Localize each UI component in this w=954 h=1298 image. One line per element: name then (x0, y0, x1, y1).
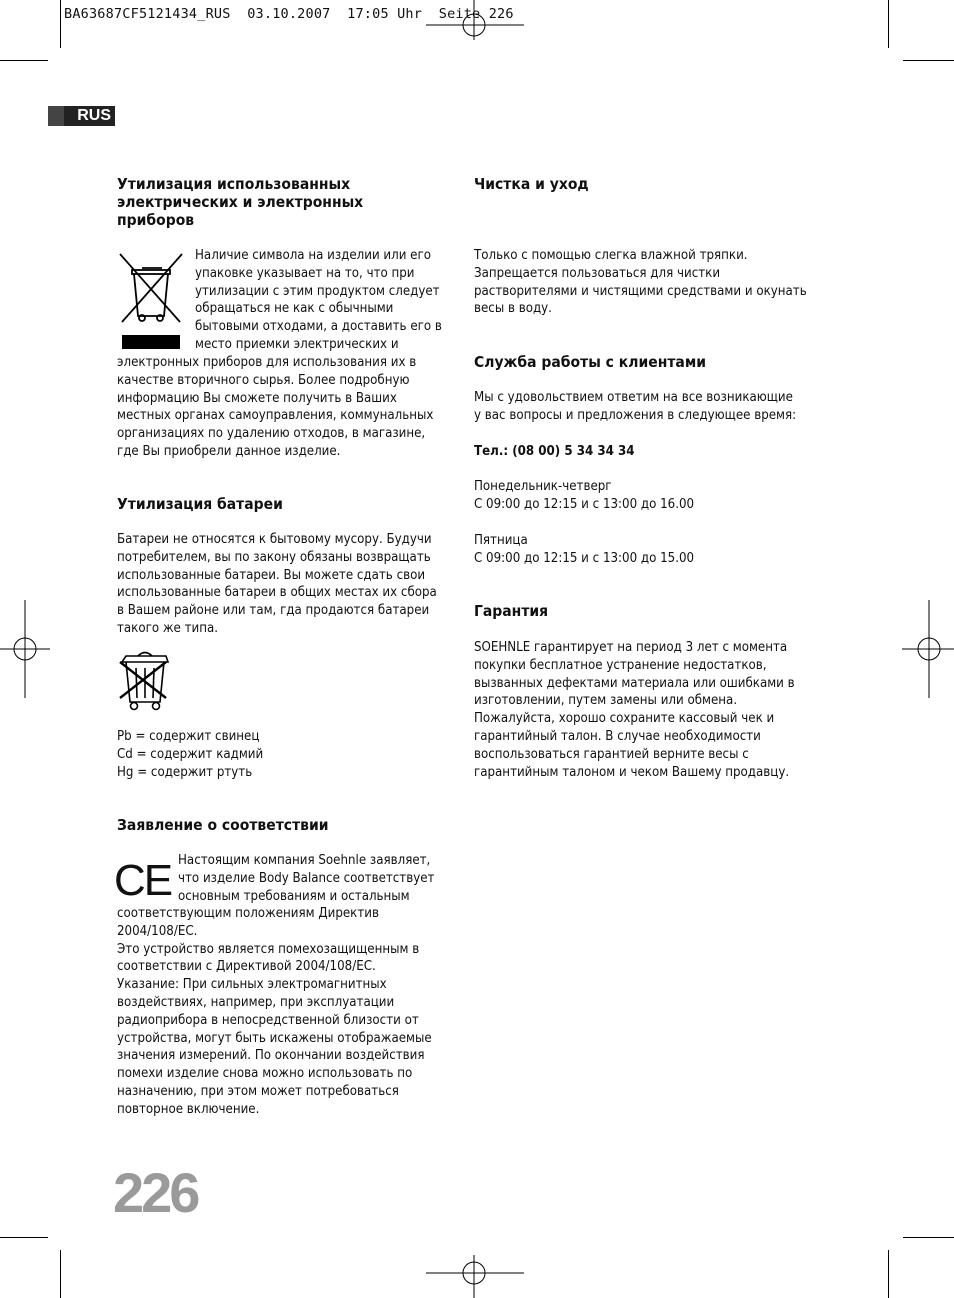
ce-mark-icon: CE (114, 856, 172, 905)
registration-mark-icon (0, 600, 50, 698)
battery-text: Батареи не относятся к бытовому мусору. Будучи потребителем, вы по закону обязаны возвращать использованные батареи. Вы можете сдать свои использованные батареи в общих местах их сбора в Вашем районе или там, гда продаются батареи такого же типа. (117, 532, 437, 636)
crop-mark (903, 60, 954, 61)
conformity-heading: Заявление о соответствии (117, 816, 329, 834)
service-phone: Тел.: (08 00) 5 34 34 34 (474, 444, 635, 459)
weee-text: электронных приборов для использования их в качестве вторичного сырья. Более подробную информацию Вы сможете получить в Ваших местных органах самоуправления, коммунальных организациях по удалению отходов, в магазине, где Вы приобрели данное изделие. (117, 355, 434, 459)
print-slug: BA63687CF5121434_RUS 03.10.2007 17:05 Uhr Seite 226 (64, 6, 514, 22)
crop-mark (60, 1250, 61, 1298)
crop-mark (903, 1237, 954, 1238)
battery-substances: Pb = содержит свинец Cd = содержит кадмий Hg = содержит ртуть (117, 729, 264, 780)
service-text: Мы с удовольствием ответим на все возникающие у вас вопросы и предложения в следующее время: (474, 390, 797, 423)
conformity-text-wrapped: Настоящим компания Soehnle заявляет, что изделие Body Balance соответствует основным требованиям и остальным (178, 853, 435, 904)
warranty-text: SOEHNLE гарантирует на период 3 лет с момента покупки бесплатное устранение недостатков, вызванных дефектами материала или ошибками в изготовлении, путем замены или обмена. Пожалуйста, хорошо сохраните кассовый чек и гарантийный талон. В случае необходимости воспользоваться гарантией верните весы с гарантийным талоном и чеком Вашему продавцу. (474, 640, 795, 780)
cleaning-heading: Чистка и уход (474, 175, 589, 193)
crop-mark (60, 0, 61, 48)
battery-bin-icon (118, 648, 172, 714)
conformity-text: соответствующим положениям Директив 2004/108/EC. Это устройство является помехозащищенным в соответствии с Директивой 2004/108/EC. Указание: При сильных электромагнитных воздействиях, например, при эксплуатации радиоприбора в непосредственной близости от устройства, могут быть искажены отображаемые значения измерений. По окончании воздействия помехи изделие снова можно использовать по назначению, при этом может потребоваться повторное включение. (117, 906, 432, 1117)
service-weekdays: Понедельник-четверг С 09:00 до 12:15 и с 13:00 до 16.00 (474, 479, 695, 512)
weee-heading: Утилизация использованных электрических и электронных приборов (117, 175, 364, 229)
warranty-heading: Гарантия (474, 602, 549, 620)
service-heading: Служба работы с клиентами (474, 353, 707, 371)
battery-heading: Утилизация батареи (117, 495, 283, 513)
crop-mark (0, 1237, 48, 1238)
language-tag (48, 106, 115, 126)
cleaning-text: Только с помощью слегка влажной тряпки. Запрещается пользоваться для чистки растворителями и чистящими средствами и окунать весы в воду. (474, 248, 807, 317)
language-tag-label: RUS (77, 107, 111, 124)
crop-mark (888, 1250, 889, 1298)
service-friday: Пятница С 09:00 до 12:15 и с 13:00 до 15.00 (474, 533, 695, 566)
registration-mark-icon (426, 1255, 524, 1298)
weee-text-wrapped: Наличие символа на изделии или его упаковке указывает на то, что при утилизации с этим продуктом следует обращаться не как с обычными бытовыми отходами, а доставить его в место приемки электрических и (195, 248, 442, 352)
crossed-bin-icon (118, 250, 186, 350)
page-number: 226 (113, 1161, 198, 1224)
registration-mark-icon (902, 600, 954, 698)
crop-mark (888, 0, 889, 48)
crop-mark (0, 60, 48, 61)
